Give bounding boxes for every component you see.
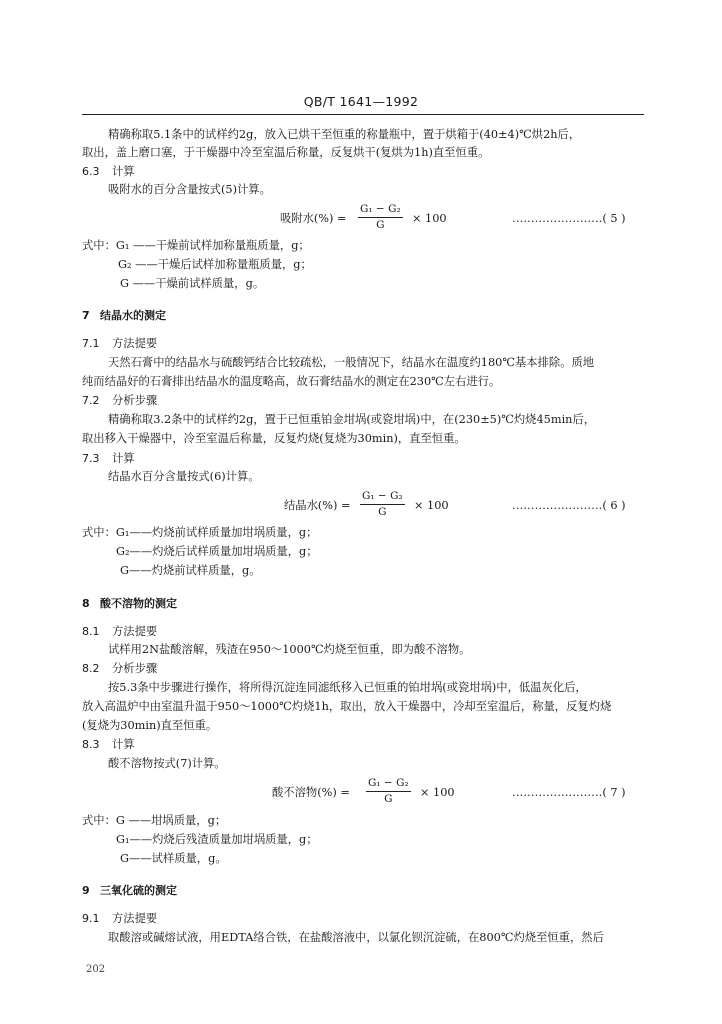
equation-rhs: × 100 <box>420 786 455 799</box>
section-title: 分析步骤 <box>112 394 158 407</box>
fraction-numerator: G₁ − G₂ <box>358 203 403 218</box>
fraction-denominator: G <box>376 219 385 231</box>
paragraph-line: 纯而结晶好的石膏排出结晶水的温度略高，故石膏结晶水的测定在230℃左右进行。 <box>82 375 501 388</box>
chapter-title: 结晶水的测定 <box>100 309 166 322</box>
paragraph-line: 按5.3条中步骤进行操作，将所得沉淀连同滤纸移入已恒重的铂坩埚(或瓷坩埚)中，低温灰化后， <box>108 681 587 694</box>
equation-rhs: × 100 <box>412 212 447 225</box>
page-number: 202 <box>86 964 106 975</box>
fraction-denominator: G <box>384 793 393 805</box>
where-line: G ——干燥前试样质量，g。 <box>120 277 265 290</box>
equation-lhs: 酸不溶物(%) = <box>272 786 350 799</box>
section-title: 方法提要 <box>112 912 158 925</box>
chapter-title: 三氧化硫的测定 <box>100 884 177 897</box>
chapter-number: 9 <box>82 884 90 897</box>
equation-rhs: × 100 <box>414 499 449 512</box>
equation-number: ……………………( 7 ) <box>512 786 626 799</box>
section-number: 8.1 <box>82 625 100 638</box>
fraction-denominator: G <box>378 506 387 518</box>
paragraph-line: 取出，盖上磨口塞，于干燥器中冷至室温后称量，反复烘干(复烘为1h)直至恒重。 <box>82 146 490 159</box>
where-line: G₁——灼烧后残渣质量加坩埚质量，g； <box>116 833 318 846</box>
where-line: 式中：G ——坩埚质量，g； <box>82 814 227 827</box>
fraction-numerator: G₁ − G₂ <box>360 490 405 505</box>
paragraph-line: 取出移入干燥器中，冷至室温后称量，反复灼烧(复烧为30min)，直至恒重。 <box>82 432 466 445</box>
section-title: 计算 <box>112 165 135 178</box>
where-line: G——灼烧前试样质量，g。 <box>120 564 261 577</box>
section-number: 9.1 <box>82 912 100 925</box>
equation-fraction <box>360 490 405 519</box>
equation-fraction <box>358 203 403 232</box>
header-rule <box>82 114 644 115</box>
where-line: 式中：G₁——灼烧前试样质量加坩埚质量，g； <box>82 526 318 539</box>
chapter-number: 8 <box>82 597 90 610</box>
paragraph-line: 取酸溶或碱熔试液，用EDTA络合铁，在盐酸溶液中，以氯化钡沉淀硫，在800℃灼烧至恒重，然后 <box>108 931 604 944</box>
standard-header: QB/T 1641—1992 <box>303 94 419 109</box>
section-number: 7.3 <box>82 452 100 465</box>
section-title: 分析步骤 <box>112 662 158 675</box>
section-title: 方法提要 <box>112 337 158 350</box>
equation-lhs: 吸附水(%) = <box>280 212 347 225</box>
paragraph-line: 放入高温炉中由室温升温于950～1000℃灼烧1h，取出，放入干燥器中，冷却至室温后，称量，反复灼烧 <box>82 700 612 713</box>
section-title: 计算 <box>112 452 135 465</box>
section-number: 7.2 <box>82 394 100 407</box>
equation-number: ……………………( 6 ) <box>512 499 626 512</box>
section-title: 计算 <box>112 738 135 751</box>
where-line: G₂——灼烧后试样质量加坩埚质量，g； <box>116 545 318 558</box>
paragraph-line: 试样用2N盐酸溶解，残渣在950～1000℃灼烧至恒重，即为酸不溶物。 <box>108 643 471 656</box>
paragraph-line: 精确称取5.1条中的试样约2g，放入已烘干至恒重的称量瓶中，置于烘箱于(40±4)℃烘2h后， <box>108 128 581 141</box>
fraction-numerator: G₁ − G₂ <box>366 777 411 792</box>
paragraph-line: 酸不溶物按式(7)计算。 <box>108 757 226 770</box>
where-line: G——试样质量，g。 <box>120 852 227 865</box>
equation-number: ……………………( 5 ) <box>512 212 626 225</box>
equation-lhs: 结晶水(%) = <box>284 499 351 512</box>
paragraph-line: 吸附水的百分含量按式(5)计算。 <box>108 183 271 196</box>
chapter-number: 7 <box>82 309 90 322</box>
paragraph-line: 结晶水百分含量按式(6)计算。 <box>108 470 260 483</box>
section-number: 6.3 <box>82 165 100 178</box>
paragraph-line: (复烧为30min)直至恒重。 <box>82 719 218 732</box>
section-number: 8.3 <box>82 738 100 751</box>
where-line: G₂ ——干燥后试样加称量瓶质量，g； <box>118 258 312 271</box>
where-line: 式中：G₁ ——干燥前试样加称量瓶质量，g； <box>82 239 310 252</box>
section-number: 8.2 <box>82 662 100 675</box>
paragraph-line: 精确称取3.2条中的试样约2g，置于已恒重铂金坩埚(或瓷坩埚)中，在(230±5)℃灼烧45min后， <box>108 413 596 426</box>
chapter-title: 酸不溶物的测定 <box>100 597 177 610</box>
equation-fraction <box>366 777 411 806</box>
section-title: 方法提要 <box>112 625 158 638</box>
section-number: 7.1 <box>82 337 100 350</box>
paragraph-line: 天然石膏中的结晶水与硫酸钙结合比较疏松，一般情况下，结晶水在温度约180℃基本排除。质地 <box>108 356 595 369</box>
